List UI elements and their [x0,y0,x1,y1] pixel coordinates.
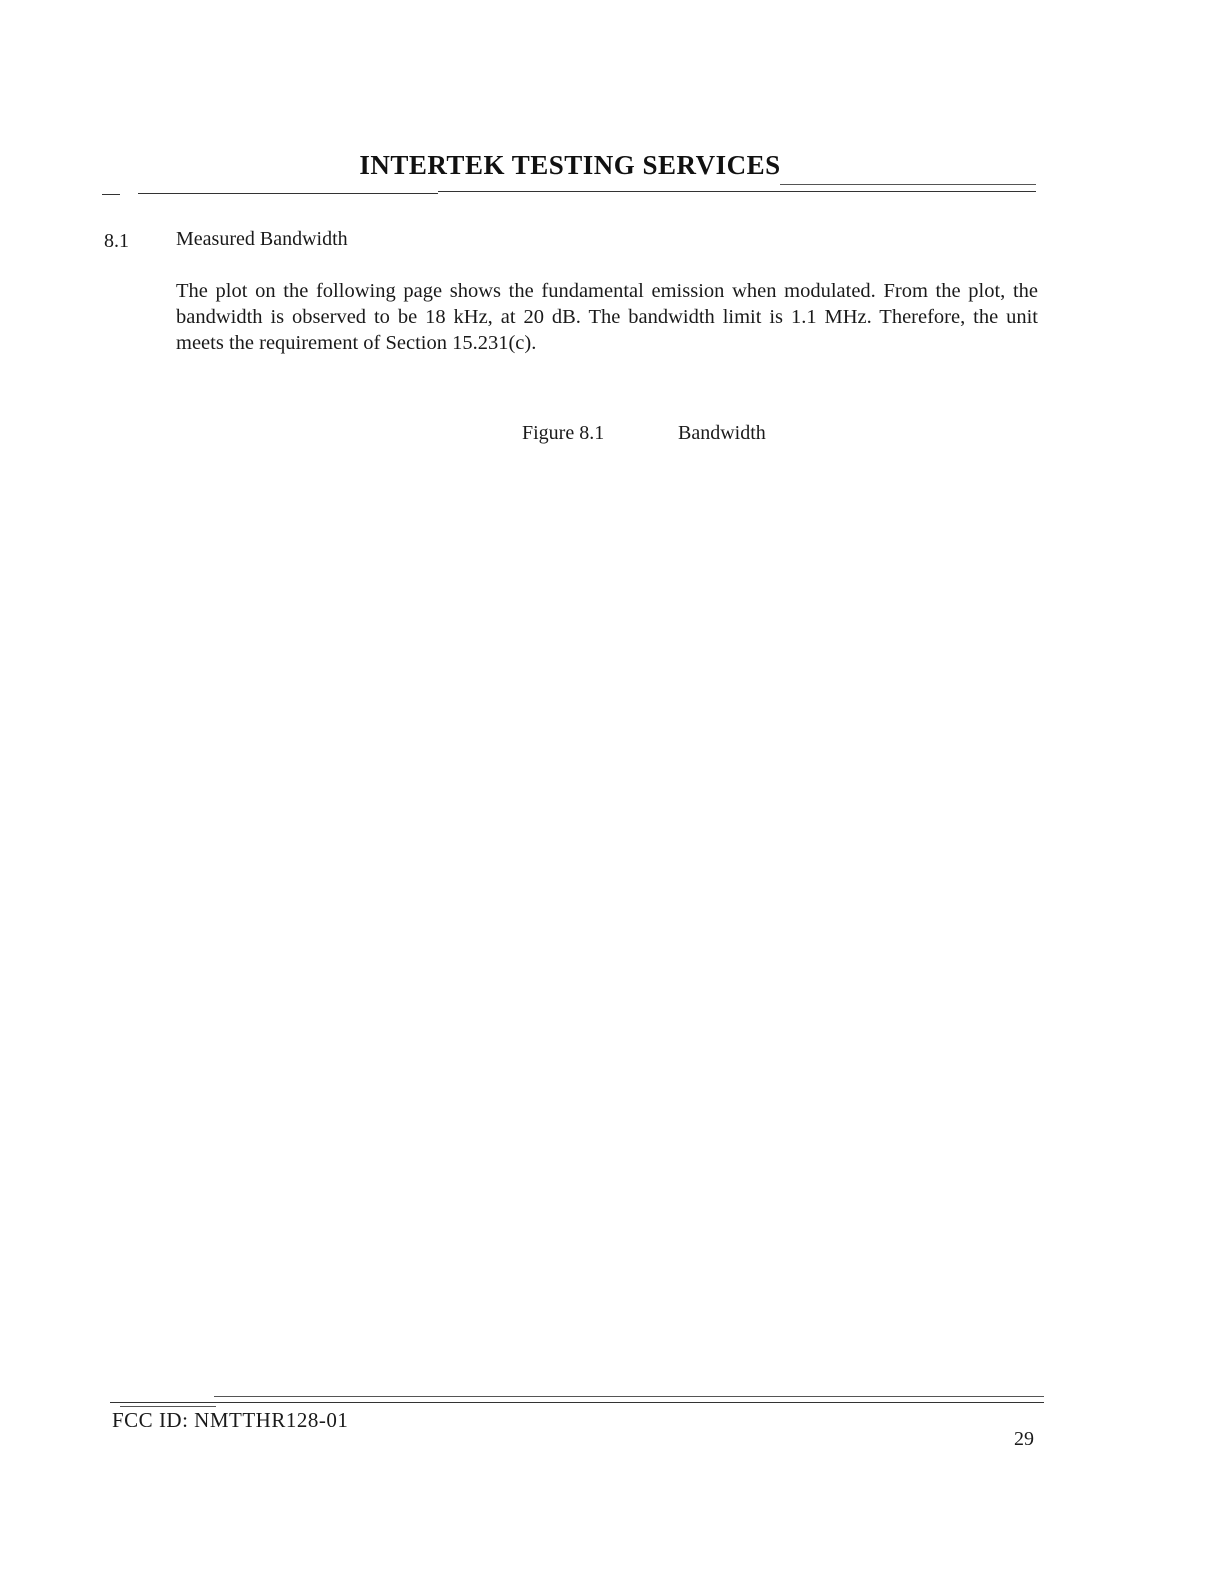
footer-rule [120,1406,216,1407]
footer-rule [214,1396,1044,1397]
figure-title: Bandwidth [678,422,766,444]
footer-rule [110,1402,1044,1403]
section-number: 8.1 [104,230,129,252]
section-title: Measured Bandwidth [176,228,348,250]
header-rule [138,193,438,194]
body-paragraph: The plot on the following page shows the fundamental emission when modulated. From the plot, the bandwidth is observed to be 18 kHz, at 20 dB. The bandwidth limit is 1.1 MHz. Therefore, the unit meets the requirement of Section 15.231(c). [176,280,1038,354]
page-header-title: INTERTEK TESTING SERVICES [359,150,781,180]
fcc-id: FCC ID: NMTTHR128-01 [112,1408,349,1432]
figure-caption [522,422,766,445]
header-rule [438,191,1036,192]
header-rule [780,184,1036,185]
page-number: 29 [1014,1428,1034,1450]
header-rule [102,194,120,195]
figure-number: Figure 8.1 [522,422,605,444]
